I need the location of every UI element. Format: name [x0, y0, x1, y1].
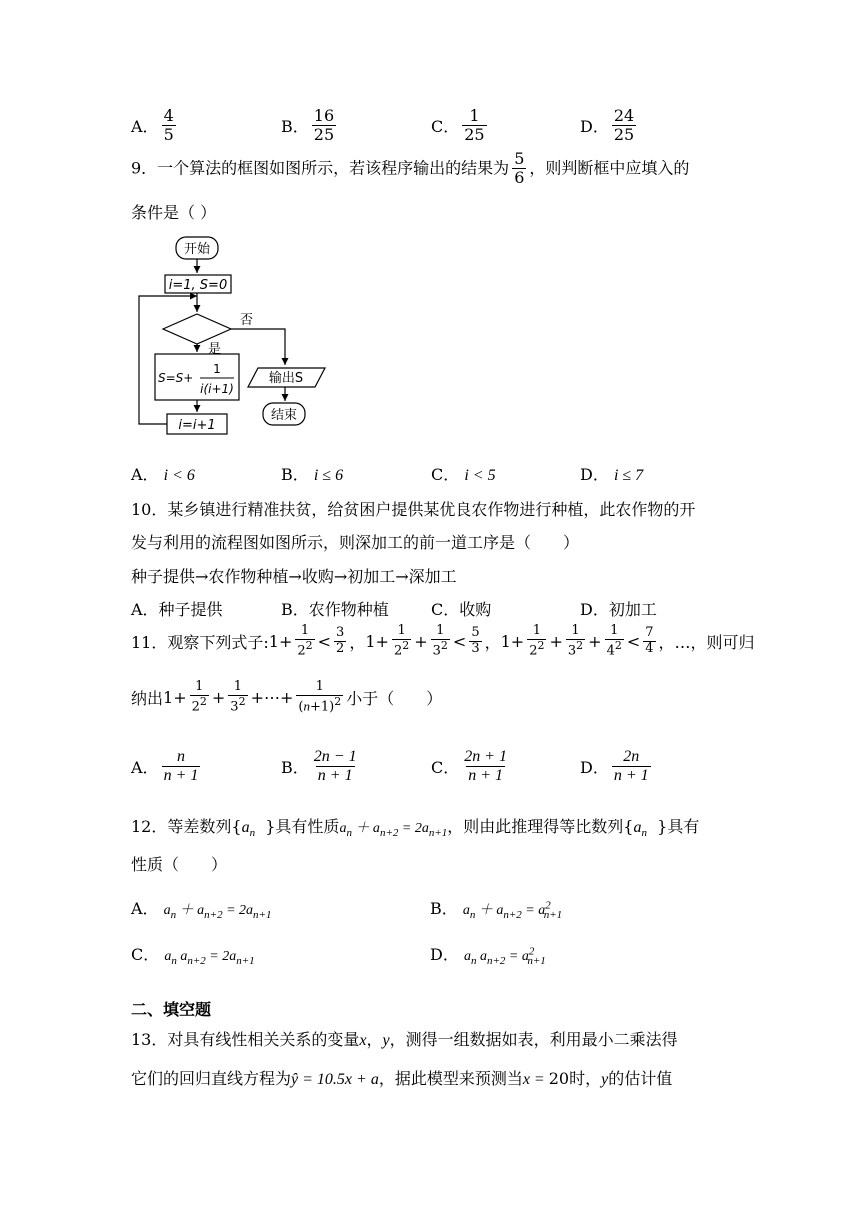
q12-option-d[interactable] [430, 942, 546, 967]
option-label: A． [131, 758, 159, 778]
q11-expression-1: 1+ $\frac{1}{2^2}$ < $\frac{3}{2}$ [268, 623, 345, 659]
fraction-numerator: 5 [514, 149, 525, 168]
q8-option-d[interactable] [580, 107, 639, 145]
section-title: 二、填空题 [131, 1000, 212, 1019]
option-label: D． [430, 945, 459, 964]
q12-text: ，则由此推理得等比数列 [447, 817, 624, 836]
q11-option-a[interactable] [131, 748, 203, 786]
option-label: C． [431, 117, 460, 137]
q10-option-c[interactable]: C．收购 [431, 600, 492, 619]
q8-option-b[interactable] [281, 107, 339, 145]
q9-stem-line1 [131, 150, 689, 188]
q11-text: 纳出 [131, 689, 164, 709]
variable-y: y [382, 1032, 390, 1049]
q13-text: ，据此模型来预测当 [378, 1069, 523, 1088]
flowchart-start-label: 开始 [183, 242, 211, 257]
q13-text: 的估计值 [608, 1069, 673, 1088]
fraction-numerator: 16 [313, 106, 335, 125]
flowchart-increment-label: i=i+1 [178, 418, 216, 433]
q11-general-expression: 1+ $\frac{1}{2^2}$ + $\frac{1}{3^2}$ +⋯+ $\frac{1}{(n+1)^2}$ [163, 679, 342, 715]
q11-separator: ， [349, 633, 366, 653]
option-text: i < 6 [163, 467, 195, 484]
q10-stem-line2: 发与利用的流程图如图所示，则深加工的前一道工序是（ ） [131, 533, 580, 552]
option-label: B． [281, 465, 309, 484]
q13-text: 它们的回归直线方程为 [131, 1069, 292, 1088]
fraction-denominator: n + 1 [468, 767, 504, 785]
q11-text: 小于（ ） [346, 689, 443, 709]
option-text: $a_n$ $a_{n+2} = a^2_{n+1}$ [463, 945, 546, 967]
q11-expression-3: 1+ $\frac{1}{2^2}$ + $\frac{1}{3^2}$ + $\frac{1}{4^2}$ < $\frac{7}{4}$ [500, 623, 654, 659]
fraction-numerator: n [176, 748, 185, 765]
q9-option-a[interactable] [131, 462, 195, 485]
option-label: C． [431, 465, 460, 484]
flowchart-yes-label: 是 [208, 342, 222, 357]
q8-option-a[interactable] [131, 107, 179, 145]
q12-sequence-notation: {$a_n$ } [231, 817, 276, 840]
q11-option-d[interactable] [580, 748, 654, 786]
option-label: D． [580, 117, 609, 137]
fraction-numerator: 2n − 1 [313, 748, 357, 765]
q13-text: ， [366, 1030, 383, 1049]
q12-text: 具有 [667, 817, 700, 836]
q9-flowchart [130, 232, 340, 442]
flowchart-no-label: 否 [240, 313, 254, 328]
regression-equation: ŷ = 10.5x + a [291, 1071, 379, 1088]
q9-option-d[interactable] [580, 462, 643, 485]
fraction-numerator: 24 [613, 106, 635, 125]
q10-process-flow: 种子提供→农作物种植→收购→初加工→深加工 [131, 567, 457, 586]
q9-stem-line2: 条件是（ ） [131, 203, 217, 222]
option-label: A． [131, 465, 159, 484]
q11-text: 11．观察下列式子: [131, 633, 269, 653]
q13-stem-line1 [131, 1027, 678, 1050]
variable-y: y [601, 1071, 609, 1088]
fraction-denominator: 25 [613, 125, 635, 145]
q13-text: 13．对具有线性相关关系的变量 [131, 1030, 360, 1049]
flowchart-process-num: 1 [213, 362, 221, 376]
variable-x-eq: x = [522, 1071, 549, 1088]
variable-x: x [359, 1032, 367, 1049]
q10-stem-line1: 10．某乡镇进行精准扶贫，给贫困户提供某优良农作物进行种植，此农作物的开 [131, 500, 696, 519]
option-text: i < 5 [464, 467, 496, 484]
q9-option-b[interactable] [281, 462, 343, 485]
q12-stem-line2: 性质（ ） [131, 855, 228, 874]
option-label: D． [580, 465, 609, 484]
q12-option-b[interactable] [430, 896, 562, 921]
q10-option-d[interactable]: D．初加工 [580, 600, 657, 619]
option-label: B． [430, 899, 458, 918]
q8-option-c[interactable] [431, 107, 490, 145]
q11-text: ，…，则可归 [658, 633, 755, 653]
option-label: B． [281, 758, 309, 778]
fraction-denominator: 6 [514, 168, 525, 188]
fraction-denominator: n + 1 [317, 767, 353, 785]
q11-stem-line2 [131, 680, 442, 715]
fraction-denominator: 5 [163, 125, 174, 145]
option-text: $a_n + a_{n+2} = a^2_{n+1}$ [462, 899, 563, 921]
option-text: i ≤ 6 [313, 467, 344, 484]
option-label: C． [131, 945, 160, 964]
flowchart-output-label: 输出S [268, 371, 304, 386]
fraction-numerator: 2n [623, 748, 640, 765]
flowchart-end-label: 结束 [270, 408, 298, 423]
q11-stem-line1 [131, 624, 755, 659]
fraction-denominator: n + 1 [163, 767, 199, 785]
fraction-numerator: 1 [469, 106, 480, 125]
fraction-denominator: 25 [313, 125, 335, 145]
q12-arithmetic-property: $a_n + a_{n+2} = 2a_{n+1}$ [339, 821, 448, 839]
option-label: C． [431, 758, 460, 778]
flowchart-init-label: i=1, S=0 [168, 278, 228, 293]
option-label: B． [281, 117, 309, 137]
option-text: i ≤ 7 [613, 467, 644, 484]
q12-option-a[interactable] [131, 896, 271, 921]
q9-option-c[interactable] [431, 462, 496, 485]
q9-text: 9．一个算法的框图如图所示，若该程序输出的结果为 [131, 158, 510, 178]
q11-expression-2: 1+ $\frac{1}{2^2}$ + $\frac{1}{3^2}$ < $\frac{5}{3}$ [365, 623, 480, 659]
q12-text: 具有性质 [275, 817, 340, 836]
q11-option-b[interactable] [281, 748, 362, 786]
fraction-numerator: 4 [163, 106, 174, 125]
q11-separator: ， [484, 633, 501, 653]
q13-stem-line2 [131, 1066, 672, 1089]
q10-option-b[interactable]: B．农作物种植 [281, 600, 389, 619]
option-label: D． [580, 758, 609, 778]
q13-text: 20时， [548, 1069, 602, 1088]
q13-text: ，测得一组数据如表，利用最小二乘法得 [389, 1030, 678, 1049]
option-label: A． [131, 117, 159, 137]
q12-stem-line1 [131, 814, 699, 839]
q11-option-c[interactable] [431, 748, 512, 786]
flowchart-loop-line [139, 296, 197, 424]
fraction-denominator: n + 1 [613, 767, 649, 785]
flowchart-process-left: S=S+ [158, 371, 194, 385]
q10-option-a[interactable]: A．种子提供 [131, 600, 223, 619]
q12-option-c[interactable] [131, 942, 255, 967]
option-label: A． [131, 899, 159, 918]
option-text: $a_n$ $a_{n+2} = 2a_{n+1}$ [164, 949, 255, 967]
fraction-numerator: 2n + 1 [464, 748, 508, 765]
fraction-denominator: 25 [464, 125, 485, 145]
flowchart-decision [163, 314, 231, 344]
flowchart-process-den: i(i+1) [200, 382, 234, 396]
q12-text: 12．等差数列 [131, 817, 232, 836]
q12-sequence-notation: {$a_n$ } [623, 817, 668, 840]
option-text: $a_n + a_{n+2} = 2a_{n+1}$ [163, 903, 272, 921]
q9-text: ，则判断框中应填入的 [529, 158, 690, 178]
